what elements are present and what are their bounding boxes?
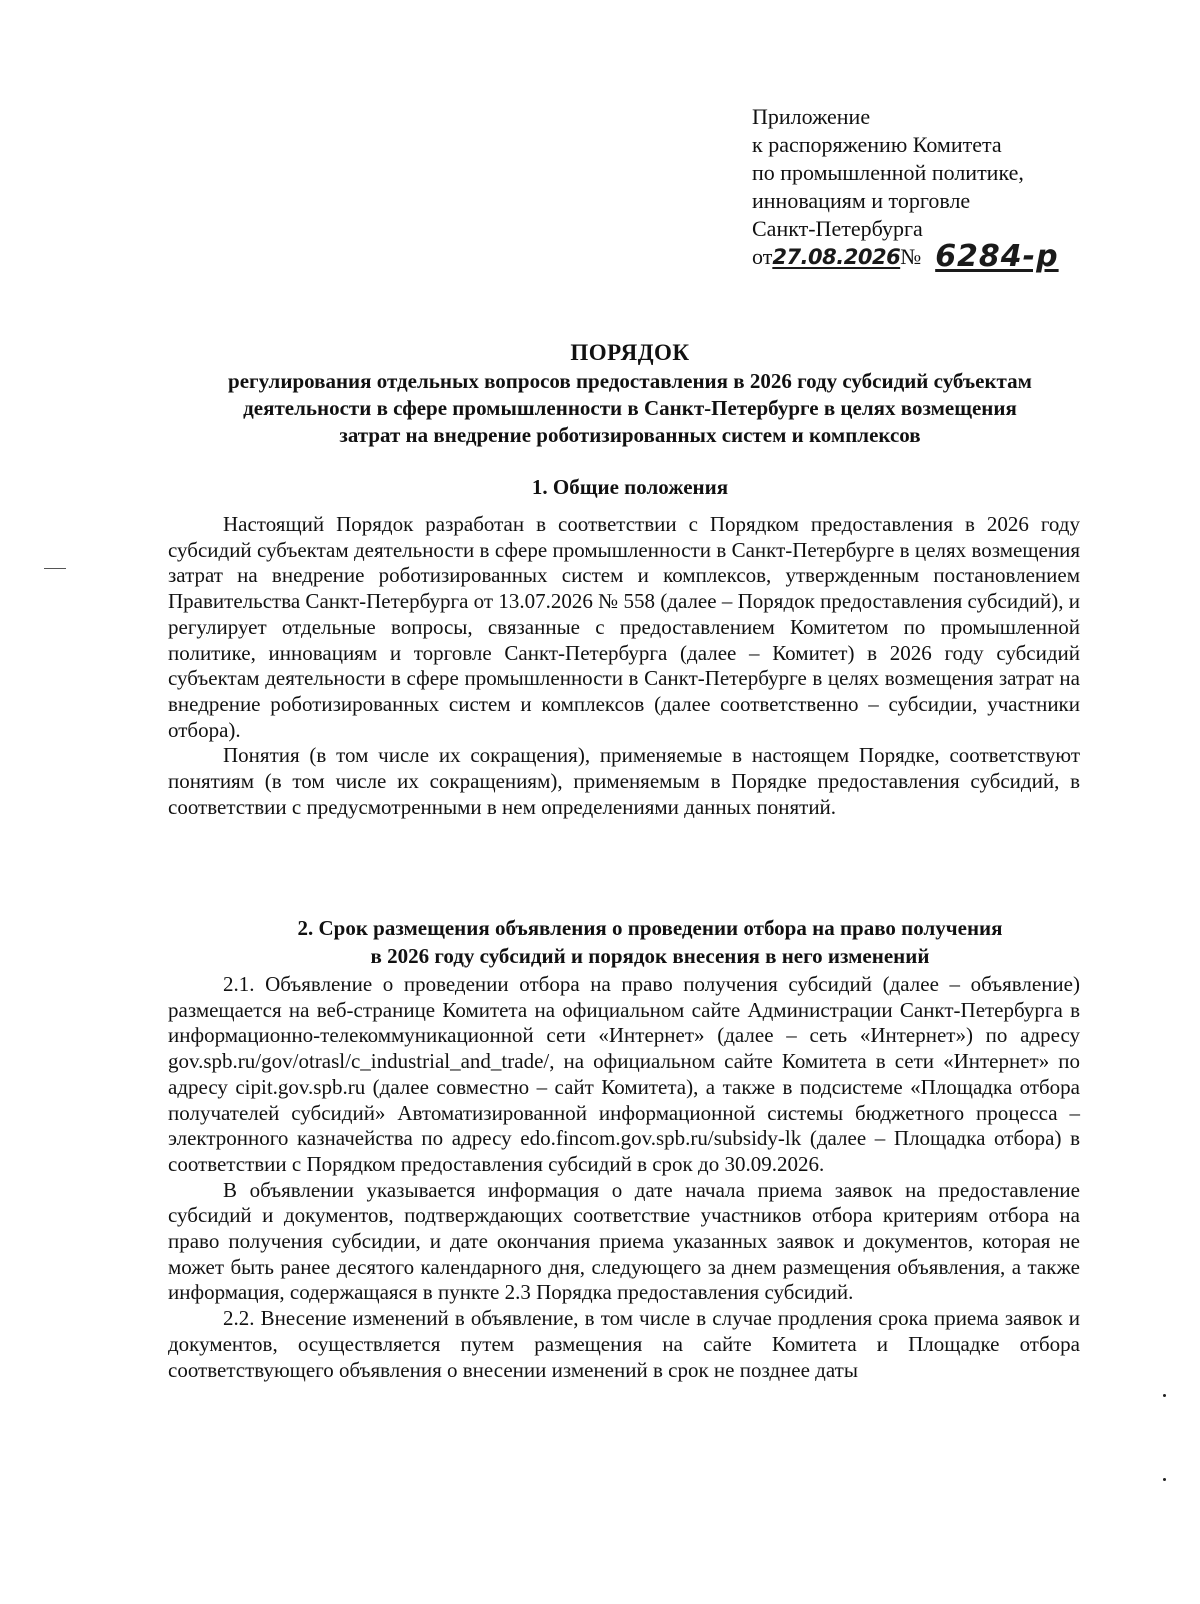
margin-mark	[44, 568, 66, 569]
appendix-line: Санкт-Петербурга	[752, 216, 923, 241]
title-main: ПОРЯДОК	[570, 340, 690, 365]
appendix-line: Приложение	[752, 104, 871, 129]
number-prefix: №	[900, 244, 922, 269]
paragraph: 2.2. Внесение изменений в объявление, в том числе в случае продления срока приема заявок и документов, осуществляется путем размещения на сайте Комитета и Площадке отбора соответствующего объявления о внесении изменений в срок не позднее даты	[168, 1306, 1080, 1382]
paragraph: В объявлении указывается информация о дате начала приема заявок на предоставление субсидий и документов, подтверждающих соответствие участников отбора критериям отбора на право получения субсидии, и дате окончания приема указанных заявок и документов, которая не может быть ранее десятого календарного дня, следующего за днем размещения объявления, а также информация, содержащаяся в пункте 2.3 Порядка предоставления субсидий.	[168, 1177, 1080, 1305]
section-2-heading	[200, 914, 1100, 970]
section-2-heading-line: 2. Срок размещения объявления о проведении отбора на право получения	[297, 916, 1003, 940]
section-1-heading: 1. Общие положения	[531, 475, 729, 499]
date-prefix: от	[752, 244, 773, 269]
scan-speck	[1163, 1478, 1166, 1481]
section-2-heading-line: в 2026 году субсидий и порядок внесения в него изменений	[370, 944, 930, 968]
appendix-line: по промышленной политике,	[752, 160, 1024, 185]
document-title	[150, 338, 1110, 449]
appendix-line: к распоряжению Комитета	[752, 132, 1002, 157]
appendix-line: инновациям и торговле	[752, 188, 971, 213]
title-subtitle-line: регулирования отдельных вопросов предоставления в 2026 году субсидий субъектам	[228, 369, 1032, 393]
paragraph: 2.1. Объявление о проведении отбора на право получения субсидий (далее – объявление) размещается на веб-странице Комитета на официальном сайте Администрации Санкт-Петербурга в информационно-телекоммуникационной сети «Интернет» (далее – сеть «Интернет») по адресу gov.spb.ru/gov/otrasl/c_industrial_and_trade/, на официальном сайте Комитета в сети «Интернет» по адресу cipit.gov.spb.ru (далее совместно – сайт Комитета), а также в подсистеме «Площадка отбора получателей субсидий» Автоматизированной информационной системы бюджетного процесса – электронного казначейства по адресу edo.fincom.gov.spb.ru/subsidy-lk (далее – Площадка отбора) в соответствии с Порядком предоставления субсидий в срок до 30.09.2026.	[168, 972, 1080, 1176]
paragraph: Понятия (в том числе их сокращения), применяемые в настоящем Порядке, соответствуют понятиям (в том числе их сокращениям), применяемым в Порядке предоставления субсидий, в соответствии с предусмотренными в нем определениями данных понятий.	[168, 743, 1080, 819]
section-1-body	[168, 512, 1080, 820]
handwritten-date: 27.08.2026	[772, 245, 901, 269]
title-subtitle-line: затрат на внедрение роботизированных систем и комплексов	[339, 423, 921, 447]
paragraph: Настоящий Порядок разработан в соответствии с Порядком предоставления в 2026 году субсидий субъектам деятельности в сфере промышленности в Санкт-Петербурге в целях возмещения затрат на внедрение роботизированных систем и комплексов, утвержденным постановлением Правительства Санкт-Петербурга от 13.07.2026 № 558 (далее – Порядок предоставления субсидий), и регулирует отдельные вопросы, связанные с предоставлением Комитетом по промышленной политике, инновациям и торговле Санкт-Петербурга (далее – Комитет) в 2026 году субсидий субъектам деятельности в сфере промышленности в Санкт-Петербурге в целях возмещения затрат на внедрение роботизированных систем и комплексов (далее соответственно – субсидии, участники отбора).	[168, 512, 1080, 742]
appendix-date-line	[752, 239, 1172, 274]
scan-speck	[1163, 1394, 1166, 1397]
appendix-header	[752, 103, 1172, 274]
handwritten-number: 6284-р	[935, 239, 1059, 274]
title-subtitle-line: деятельности в сфере промышленности в Санкт-Петербурге в целях возмещения	[243, 396, 1017, 420]
section-2-body	[168, 972, 1080, 1383]
